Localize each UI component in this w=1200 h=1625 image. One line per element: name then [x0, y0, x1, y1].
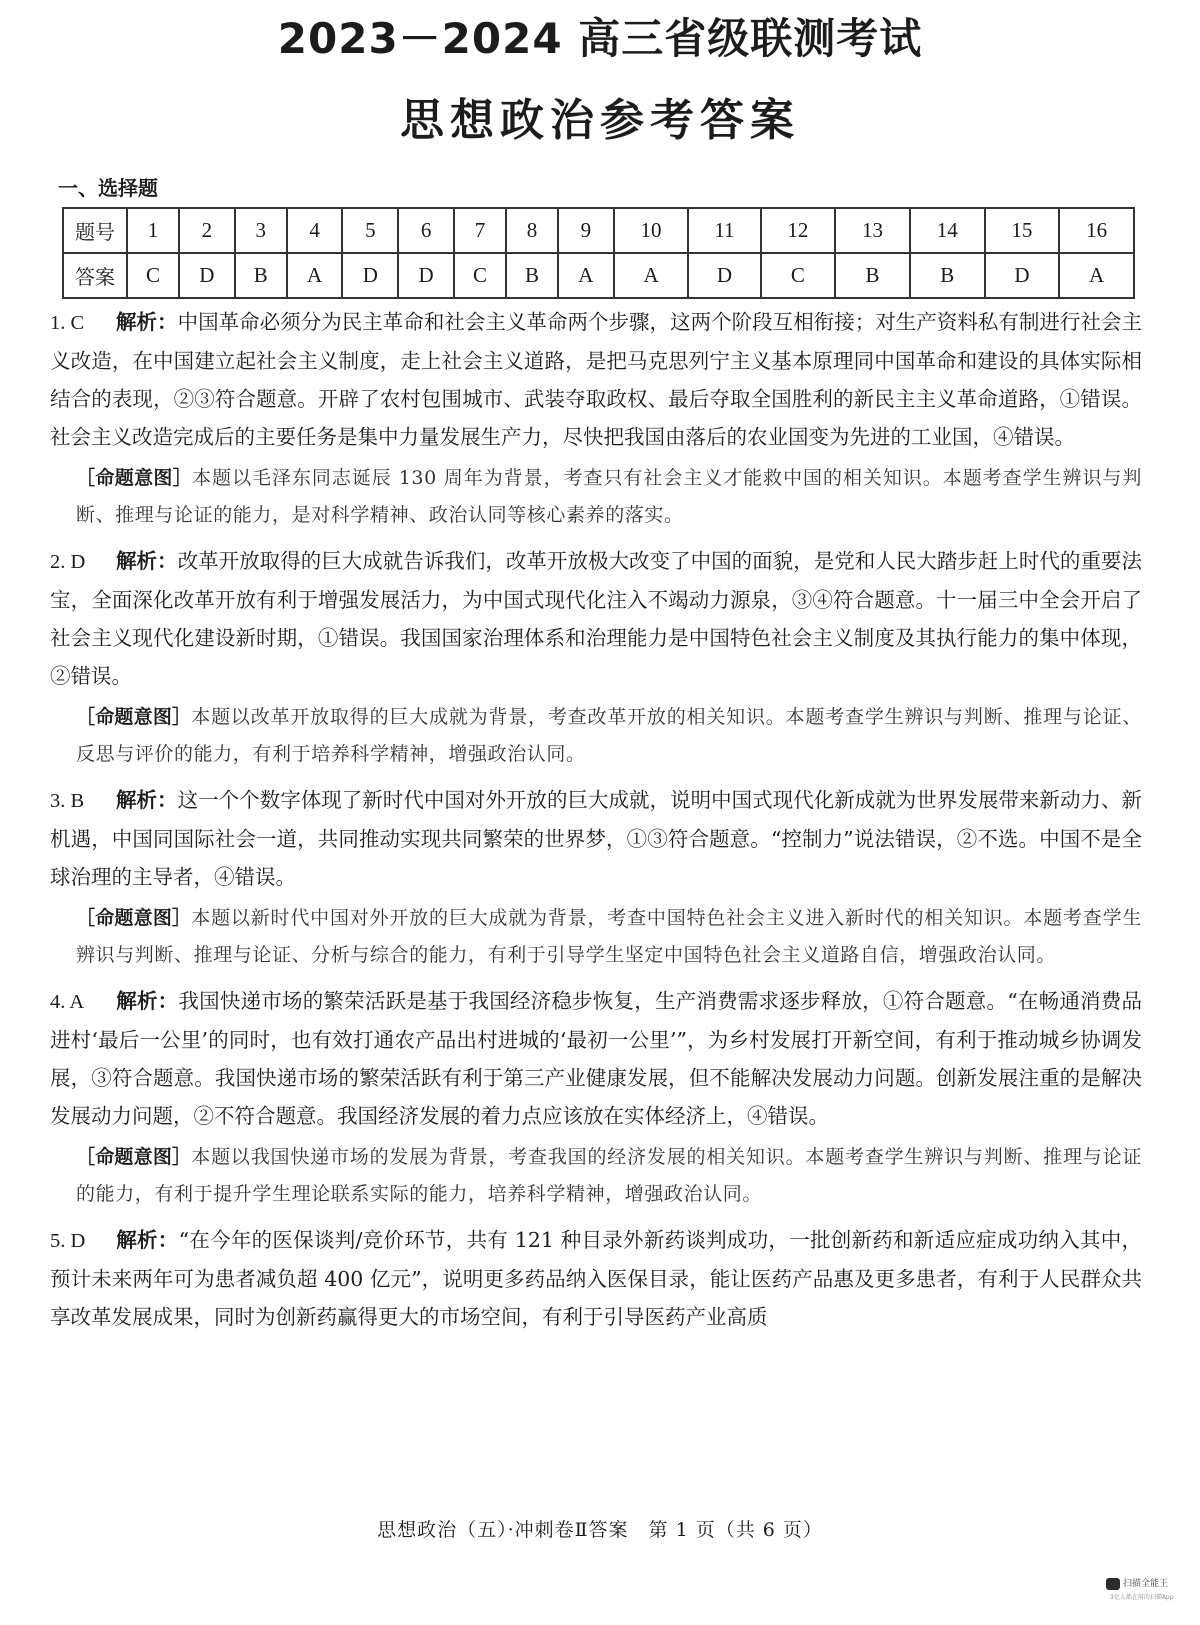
- watermark-subtext: 3亿人都在用的扫描App: [1110, 1593, 1174, 1601]
- explanation-item: [50, 1221, 1142, 1336]
- answer-cell: B: [910, 253, 985, 298]
- intent-tag: ［命题意图］: [76, 907, 192, 929]
- intent-text: 本题以改革开放取得的巨大成就为背景，考查改革开放的相关知识。本题考查学生辨识与判断、推理与论证、反思与评价的能力，有利于培养科学精神，增强政治认同。: [76, 706, 1142, 765]
- answer-cell: D: [985, 253, 1060, 298]
- explanation-item: [50, 303, 1142, 456]
- analysis-text: 我国快递市场的繁荣活跃是基于我国经济稳步恢复，生产消费需求逐步释放，①符合题意。“在畅通消费品进村‘最后一公里’的同时，也有效打通农产品出村进城的‘最初一公里’”，为乡村发展打开新空间，有利于推动城乡协调发展，③符合题意。我国快递市场的繁荣活跃有利于第三产业健康发展，但不能解决发展动力问题。创新发展注重的是解决发展动力问题，②不符合题意。我国经济发展的着力点应该放在实体经济上，④错误。: [50, 989, 1143, 1128]
- question-number-cell: 14: [910, 208, 985, 253]
- question-number-cell: 5: [342, 208, 398, 253]
- item-number: 3. B: [50, 790, 85, 812]
- analysis-label: 解析：: [116, 549, 178, 573]
- answer-cell: D: [688, 253, 760, 298]
- analysis-label: 解析：: [116, 310, 178, 334]
- intent-text: 本题以我国快递市场的发展为背景，考查我国的经济发展的相关知识。本题考查学生辨识与判断、推理与论证的能力，有利于提升学生理论联系实际的能力，培养科学精神，增强政治认同。: [76, 1146, 1142, 1205]
- explanation-item: [50, 982, 1142, 1135]
- row-label-number: 题号: [63, 208, 127, 253]
- answer-cell: B: [235, 253, 287, 298]
- question-number-row: [63, 208, 1134, 253]
- answer-row: [63, 253, 1134, 298]
- intent-note: [76, 900, 1142, 974]
- answer-cell: C: [454, 253, 506, 298]
- intent-note: [76, 1139, 1142, 1213]
- explanation-item: [50, 542, 1142, 695]
- answer-cell: B: [835, 253, 910, 298]
- question-number-cell: 3: [235, 208, 287, 253]
- analysis-label: 解析：: [116, 1228, 179, 1252]
- answer-cell: D: [179, 253, 235, 298]
- explanation-item: [50, 781, 1142, 896]
- question-number-cell: 2: [179, 208, 235, 253]
- document-title: 思想政治参考答案: [400, 95, 800, 146]
- question-number-cell: 6: [398, 208, 454, 253]
- analysis-text: 中国革命必须分为民主革命和社会主义革命两个步骤，这两个阶段互相衔接；对生产资料私有制进行社会主义改造，在中国建立起社会主义制度，走上社会主义道路，是把马克思列宁主义基本原理同中国革命和建设的具体实际相结合的表现，②③符合题意。开辟了农村包围城市、武装夺取政权、最后夺取全国胜利的新民主主义革命道路，①错误。社会主义改造完成后的主要任务是集中力量发展生产力，尽快把我国由落后的农业国变为先进的工业国，④错误。: [50, 310, 1143, 449]
- answer-cell: A: [1059, 253, 1134, 298]
- analysis-text: 改革开放取得的巨大成就告诉我们，改革开放极大改变了中国的面貌，是党和人民大踏步赶上时代的重要法宝，全面深化改革开放有利于增强发展活力，为中国式现代化注入不竭动力源泉，③④符合题意。十一届三中全会开启了社会主义现代化建设新时期，①错误。我国国家治理体系和治理能力是中国特色社会主义制度及其执行能力的集中体现，②错误。: [50, 549, 1143, 688]
- question-number-cell: 11: [688, 208, 760, 253]
- watermark-label: 扫描全能王: [1123, 1579, 1169, 1589]
- item-number: 2. D: [50, 551, 86, 573]
- answer-table: [62, 207, 1135, 299]
- question-number-cell: 1: [127, 208, 179, 253]
- analysis-label: 解析：: [116, 989, 179, 1013]
- answer-cell: A: [558, 253, 614, 298]
- intent-note: [76, 460, 1142, 534]
- row-label-answer: 答案: [63, 253, 127, 298]
- cs-logo-icon: [1106, 1578, 1120, 1590]
- item-number: 1. C: [50, 312, 85, 334]
- question-number-cell: 13: [835, 208, 910, 253]
- intent-tag: ［命题意图］: [76, 1146, 192, 1168]
- exam-title: 2023－2024 高三省级联测考试: [277, 14, 923, 63]
- question-number-cell: 9: [558, 208, 614, 253]
- intent-text: 本题以毛泽东同志诞辰 130 周年为背景，考查只有社会主义才能救中国的相关知识。本题考查学生辨识与判断、推理与论证的能力，是对科学精神、政治认同等核心素养的落实。: [76, 467, 1142, 526]
- item-number: 4. A: [50, 991, 85, 1013]
- question-number-cell: 10: [614, 208, 689, 253]
- question-number-cell: 15: [985, 208, 1060, 253]
- intent-text: 本题以新时代中国对外开放的巨大成就为背景，考查中国特色社会主义进入新时代的相关知识。本题考查学生辨识与判断、推理与论证、分析与综合的能力，有利于引导学生坚定中国特色社会主义道路自信，增强政治认同。: [76, 907, 1142, 966]
- scanner-watermark: [1106, 1576, 1196, 1616]
- answer-cell: A: [287, 253, 343, 298]
- intent-tag: ［命题意图］: [76, 467, 193, 489]
- answer-cell: D: [398, 253, 454, 298]
- section-heading: 一、选择题: [58, 176, 158, 200]
- question-number-cell: 4: [287, 208, 343, 253]
- explanations: [50, 303, 1142, 1336]
- question-number-cell: 8: [506, 208, 558, 253]
- analysis-text: 这一个个数字体现了新时代中国对外开放的巨大成就，说明中国式现代化新成就为世界发展带来新动力、新机遇，中国同国际社会一道，共同推动实现共同繁荣的世界梦，①③符合题意。“控制力”说法错误，②不选。中国不是全球治理的主导者，④错误。: [50, 788, 1143, 889]
- page-footer: 思想政治（五）·冲刺卷Ⅱ答案 第 1 页（共 6 页）: [377, 1519, 823, 1541]
- question-number-cell: 12: [761, 208, 836, 253]
- answer-cell: B: [506, 253, 558, 298]
- answer-cell: D: [342, 253, 398, 298]
- analysis-text: “在今年的医保谈判/竞价环节，共有 121 种目录外新药谈判成功，一批创新药和新适应症成功纳入其中，预计未来两年可为患者减负超 400 亿元”，说明更多药品纳入医保目录，能让医药产品惠及更多患者，有利于人民群众共享改革发展成果，同时为创新药赢得更大的市场空间，有利于引导医药产业高质: [50, 1228, 1143, 1329]
- analysis-label: 解析：: [116, 788, 178, 812]
- question-number-cell: 16: [1059, 208, 1134, 253]
- answer-cell: A: [614, 253, 689, 298]
- item-number: 5. D: [50, 1230, 86, 1252]
- question-number-cell: 7: [454, 208, 506, 253]
- intent-tag: ［命题意图］: [76, 706, 192, 728]
- answer-cell: C: [761, 253, 836, 298]
- intent-note: [76, 699, 1142, 773]
- answer-cell: C: [127, 253, 179, 298]
